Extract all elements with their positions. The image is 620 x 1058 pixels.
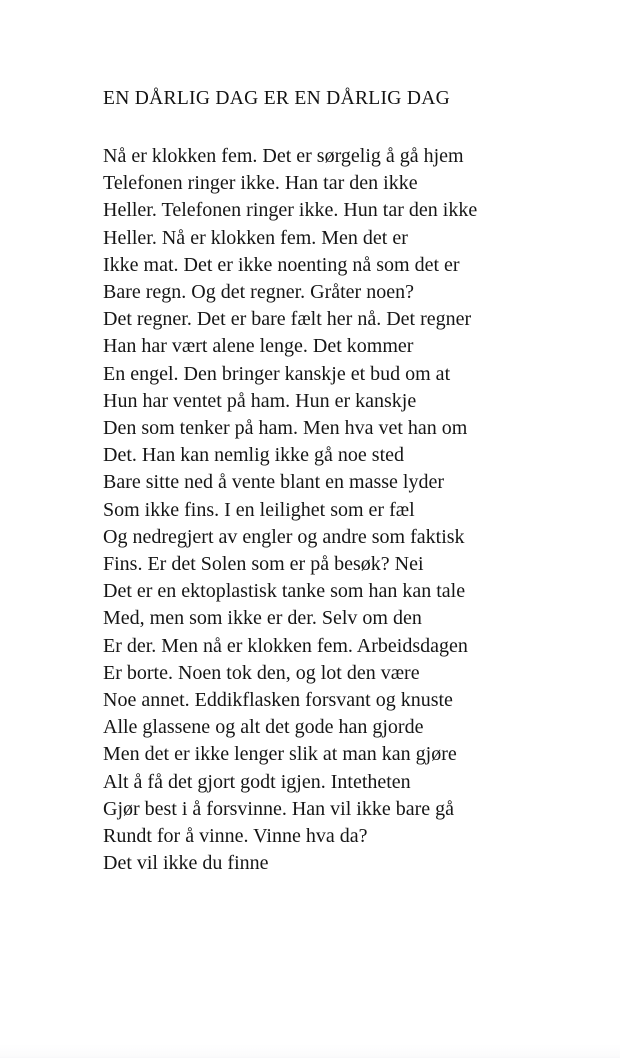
- poem-line: Heller. Telefonen ringer ikke. Hun tar den ikke: [103, 199, 478, 222]
- poem-line: Nå er klokken fem. Det er sørgelig å gå hjem: [103, 145, 464, 167]
- poem-line: Det regner. Det er bare fælt her nå. Det regner: [103, 308, 472, 331]
- page-bottom-edge: [0, 1044, 620, 1058]
- poem-line: Som ikke fins. I en leilighet som er fæl: [103, 498, 415, 521]
- poem-line: Alle glassene og alt det gode han gjorde: [103, 716, 424, 739]
- poem-line: Telefonen ringer ikke. Han tar den ikke: [103, 172, 418, 195]
- poem-line: Men det er ikke lenger slik at man kan gjøre: [103, 743, 457, 766]
- poem-line: Hun har ventet på ham. Hun er kanskje: [103, 389, 417, 412]
- poem-line: Gjør best i å forsvinne. Han vil ikke bare gå: [103, 797, 455, 820]
- poem-line: En engel. Den bringer kanskje et bud om at: [103, 362, 451, 385]
- poem-line: Noe annet. Eddikflasken forsvant og knuste: [103, 689, 453, 712]
- poem-line: Med, men som ikke er der. Selv om den: [103, 607, 422, 630]
- poem-line: Bare regn. Og det regner. Gråter noen?: [103, 281, 414, 304]
- poem-line: Den som tenker på ham. Men hva vet han om: [103, 417, 468, 440]
- document-content: [103, 86, 543, 904]
- page-title: EN DÅRLIG DAG ER EN DÅRLIG DAG: [103, 88, 450, 109]
- poem-line: Bare sitte ned å vente blant en masse lyder: [103, 471, 444, 494]
- poem-line: Det vil ikke du finne: [103, 852, 269, 875]
- poem-line: Ikke mat. Det er ikke noenting nå som det er: [103, 253, 460, 276]
- title-spacer: [103, 112, 543, 143]
- poem-body: [103, 143, 543, 877]
- poem-line: Heller. Nå er klokken fem. Men det er: [103, 226, 408, 249]
- poem-line: Alt å få det gjort godt igjen. Intetheten: [103, 770, 411, 793]
- poem-line: Er borte. Noen tok den, og lot den være: [103, 661, 420, 684]
- poem-line: Er der. Men nå er klokken fem. Arbeidsdagen: [103, 634, 468, 657]
- poem-line: Fins. Er det Solen som er på besøk? Nei: [103, 553, 424, 576]
- poem-line: Det er en ektoplastisk tanke som han kan tale: [103, 580, 466, 603]
- stanza-spacer: [103, 877, 543, 904]
- poem-line: Han har vært alene lenge. Det kommer: [103, 335, 414, 358]
- poem-line: Det. Han kan nemlig ikke gå noe sted: [103, 444, 405, 467]
- poem-line: Og nedregjert av engler og andre som faktisk: [103, 525, 465, 548]
- poem-line: Rundt for å vinne. Vinne hva da?: [103, 825, 368, 848]
